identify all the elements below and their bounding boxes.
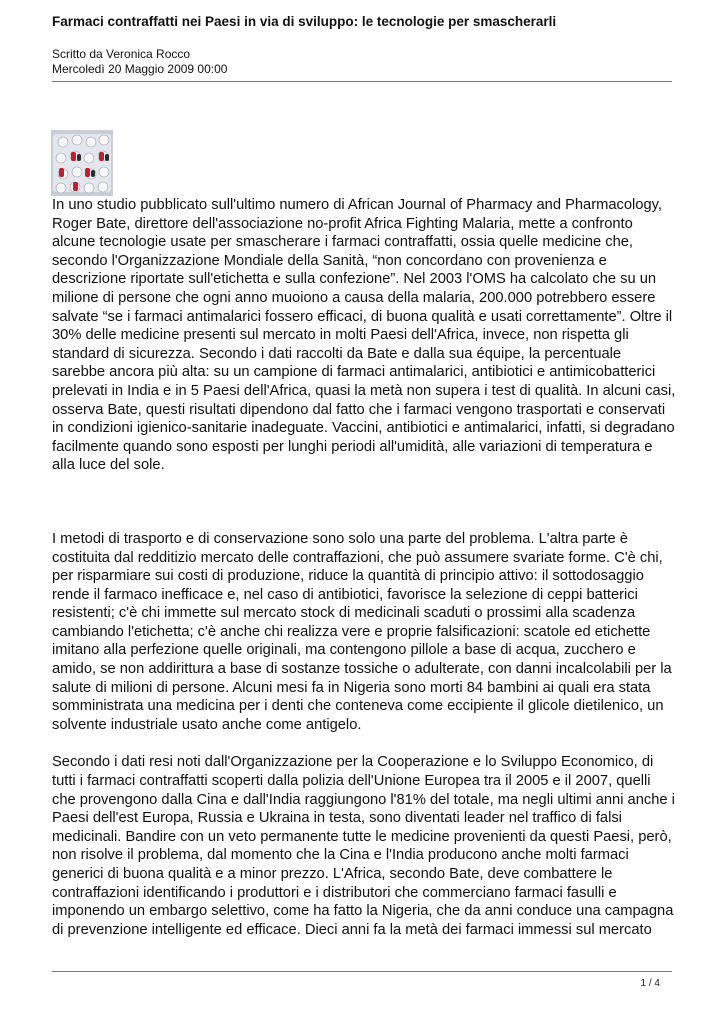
text-line: contraffazioni identificando i produttori e i distributori che commerciano farmaci fasulli e — [52, 884, 617, 901]
text-line: prelevati in India e in 5 Paesi dell'Africa, quasi la metà non supera i test di qualità. In alcuni casi, — [52, 382, 676, 399]
page-number: 1 / 4 — [640, 978, 660, 989]
byline — [52, 47, 227, 77]
article-title: Farmaci contraffatti nei Paesi in via di sviluppo: le tecnologie per smascherarli — [52, 14, 557, 29]
text-line: alla luce del sole. — [52, 457, 165, 474]
text-line: I metodi di trasporto e di conservazione sono solo una parte del problema. L'altra parte è — [52, 530, 628, 547]
text-line: non risolve il problema, dal momento che la Cina e l'India producono anche molti farmaci — [52, 847, 629, 864]
article-body — [52, 196, 677, 939]
text-line: generici di buona qualità e a minor prezzo. L'Africa, secondo Bate, deve combattere le — [52, 866, 613, 882]
paragraph-2 — [52, 530, 677, 735]
text-line: per risparmiare sui costi di produzione, riduce la quantità di principio attivo: il sottodosaggio — [52, 568, 644, 585]
text-line: Paesi dell'est Europa, Russia e Ukraina in testa, sono diventati leader nel traffico di falsi — [52, 810, 622, 827]
paragraph-1 — [52, 196, 677, 475]
paragraph-3 — [52, 753, 677, 939]
text-line: salute di milioni di persone. Alcuni mesi fa in Nigeria sono morti 84 bambini ai quali era stata — [52, 679, 651, 696]
text-line: 30% delle medicine presenti sul mercato in molti Paesi dell'Africa, invece, non rispetta gli — [52, 327, 629, 344]
text-line: amido, se non addirittura a base di sostanze tossiche o adulterate, con danni incalcolabili per la — [52, 661, 672, 678]
text-line: descrizione riportate sull'etichetta e sulla confezione”. Nel 2003 l'OMS ha calcolato che su un — [52, 271, 657, 288]
text-line: in condizioni igienico-sanitarie inadeguate. Vaccini, antibiotici e antimalarici, infatti, si degradano — [52, 420, 675, 437]
text-line: facilmente quando sono esposti per lunghi periodi all'umidità, alle variazioni di temperatura e — [52, 438, 653, 455]
text-line: di prevenzione intelligente ed efficace. Dieci anni fa la metà dei farmaci immessi sul mercato — [52, 921, 652, 938]
text-line: costituita dal redditizio mercato delle contraffazioni, che può assumere svariate forme. C'è chi, — [52, 549, 663, 566]
text-line: sarebbe ancora più alta: su un campione di farmaci antimalarici, antibiotici e antimicobatterici — [52, 364, 656, 381]
text-line: osserva Bate, questi risultati dipendono dal fatto che i farmaci vengono trasportati e conservati — [52, 401, 666, 418]
text-line: cambiando l'etichetta; c'è anche chi realizza vere e proprie falsificazioni: scatole ed etichette — [52, 623, 651, 640]
text-line: tutti i farmaci contraffatti scoperti dalla polizia dell'Unione Europea tra il 2005 e il 2007, quelli — [52, 773, 651, 790]
author: Scritto da Veronica Rocco — [52, 47, 191, 61]
publish-date: Mercoledì 20 Maggio 2009 00:00 — [52, 62, 228, 76]
text-line: solvente industriale usato anche come antigelo. — [52, 716, 362, 733]
header-divider — [52, 81, 672, 82]
text-line: standard di sicurezza. Secondo i dati raccolti da Bate e dalla sua équipe, la percentuale — [52, 345, 622, 362]
text-line: Roger Bate, direttore dell'associazione no-profit Africa Fighting Malaria, mette a confronto — [52, 215, 633, 232]
text-line: alcune tecnologie usate per smascherare i farmaci contraffatti, ossia quelle medicine che, — [52, 234, 634, 251]
text-line: secondo l'Organizzazione Mondiale della Sanità, “non concordano con provenienza e — [52, 252, 607, 269]
text-line: imitano alla perfezione quelle originali, ma contengono pillole a base di acqua, zucchero e — [52, 642, 636, 659]
text-line: In uno studio pubblicato sull'ultimo numero di African Journal of Pharmacy and Pharmacology, — [52, 197, 662, 213]
text-line: imponendo un embargo selettivo, come ha fatto la Nigeria, che da anni conduce una campagna — [52, 903, 674, 920]
pill-blister-photo-icon — [51, 130, 113, 196]
text-line: medicinali. Bandire con un veto permanente tutte le medicine provenienti da questi Paesi, però, — [52, 828, 672, 845]
text-line: rende il farmaco inefficace e, nel caso di antibiotici, favorisce la selezione di ceppi batterici — [52, 586, 638, 603]
text-line: resistenti; c'è chi immette sul mercato stock di medicinali scaduti o prossimi alla scadenza — [52, 605, 636, 622]
text-line: che provengono dalla Cina e dall'India raggiungono l'81% del totale, ma negli ultimi anni anche i — [52, 791, 675, 808]
text-line: Secondo i dati resi noti dall'Organizzazione per la Cooperazione e lo Sviluppo Economico, di — [52, 754, 654, 771]
text-line: somministrata una medicina per i denti che conteneva come eccipiente il glicole dietilenico, un — [52, 698, 664, 715]
text-line: salvate “se i farmaci antimalarici fossero efficaci, di buona qualità e usati correttamente”. Oltre il — [52, 308, 673, 325]
footer-divider — [52, 971, 672, 972]
text-line: milione di persone che ogni anno muoiono a causa della malaria, 200.000 potrebbero essere — [52, 289, 656, 306]
